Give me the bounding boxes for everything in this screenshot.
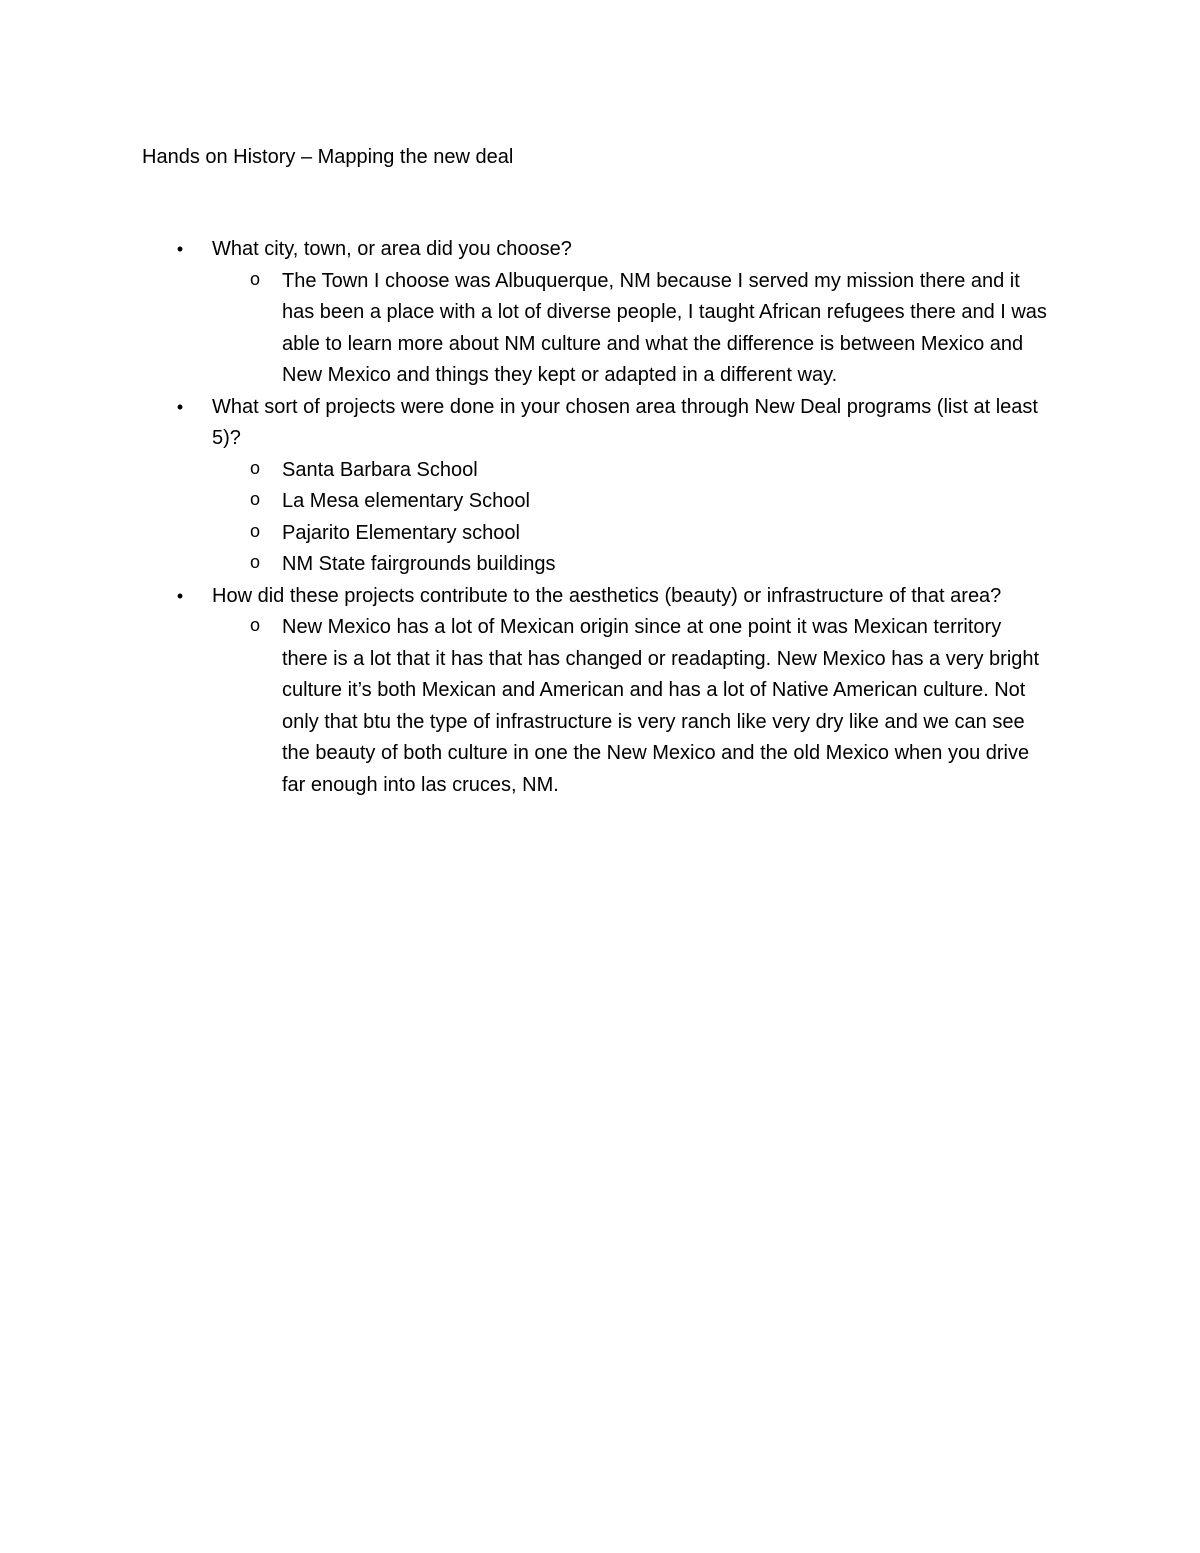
answer-list	[212, 455, 1057, 581]
answer-text: NM State fairgrounds buildings	[282, 553, 556, 575]
question-text: How did these projects contribute to the aesthetics (beauty) or infrastructure of that area?	[212, 584, 1002, 607]
answer-text: La Mesa elementary School	[282, 490, 530, 512]
sub-bullet-icon: o	[249, 522, 261, 543]
answer-text: Pajarito Elementary school	[282, 521, 520, 544]
answer-item	[212, 455, 1052, 487]
bullet-icon: •	[176, 585, 184, 606]
question-item	[0, 234, 1057, 392]
answer-text: New Mexico has a lot of Mexican origin since at one point it was Mexican territory there is a lot that it has that has changed or readapting. New Mexico has a very bright culture it’s both Mexican and American and has a lot of Native American culture. Not only that btu the type of infrastructure is very ranch like very dry like and we can see the beauty of both culture in one the New Mexico and the old Mexico when you drive far enough into las cruces, NM.	[282, 616, 1040, 796]
answer-list	[212, 612, 1057, 801]
question-text: What city, town, or area did you choose?	[212, 238, 572, 260]
bullet-icon: •	[176, 239, 184, 259]
answer-item	[212, 518, 1052, 550]
question-list	[0, 234, 1200, 801]
sub-bullet-icon: o	[249, 554, 261, 574]
question-item	[0, 392, 1057, 581]
bullet-icon: •	[176, 396, 184, 417]
answer-text: The Town I choose was Albuquerque, NM because I served my mission there and it has been a place with a lot of diverse people, I taught African refugees there and I was able to learn more about NM culture and what the difference is between Mexico and New Mexico and things they kept or adapted in a different way.	[282, 269, 1047, 386]
sub-bullet-icon: o	[249, 270, 261, 291]
document-title: Hands on History – Mapping the new deal	[142, 146, 514, 168]
question-text: What sort of projects were done in your chosen area through New Deal programs (list at least 5)?	[212, 395, 1038, 449]
answer-item	[212, 612, 1052, 801]
answer-list	[212, 266, 1057, 392]
sub-bullet-icon: o	[249, 491, 261, 511]
answer-item	[212, 266, 1052, 392]
answer-item	[212, 486, 1052, 518]
sub-bullet-icon: o	[249, 459, 261, 480]
sub-bullet-icon: o	[249, 617, 261, 637]
question-item	[0, 581, 1057, 802]
answer-item	[212, 549, 1052, 581]
answer-text: Santa Barbara School	[282, 458, 478, 481]
